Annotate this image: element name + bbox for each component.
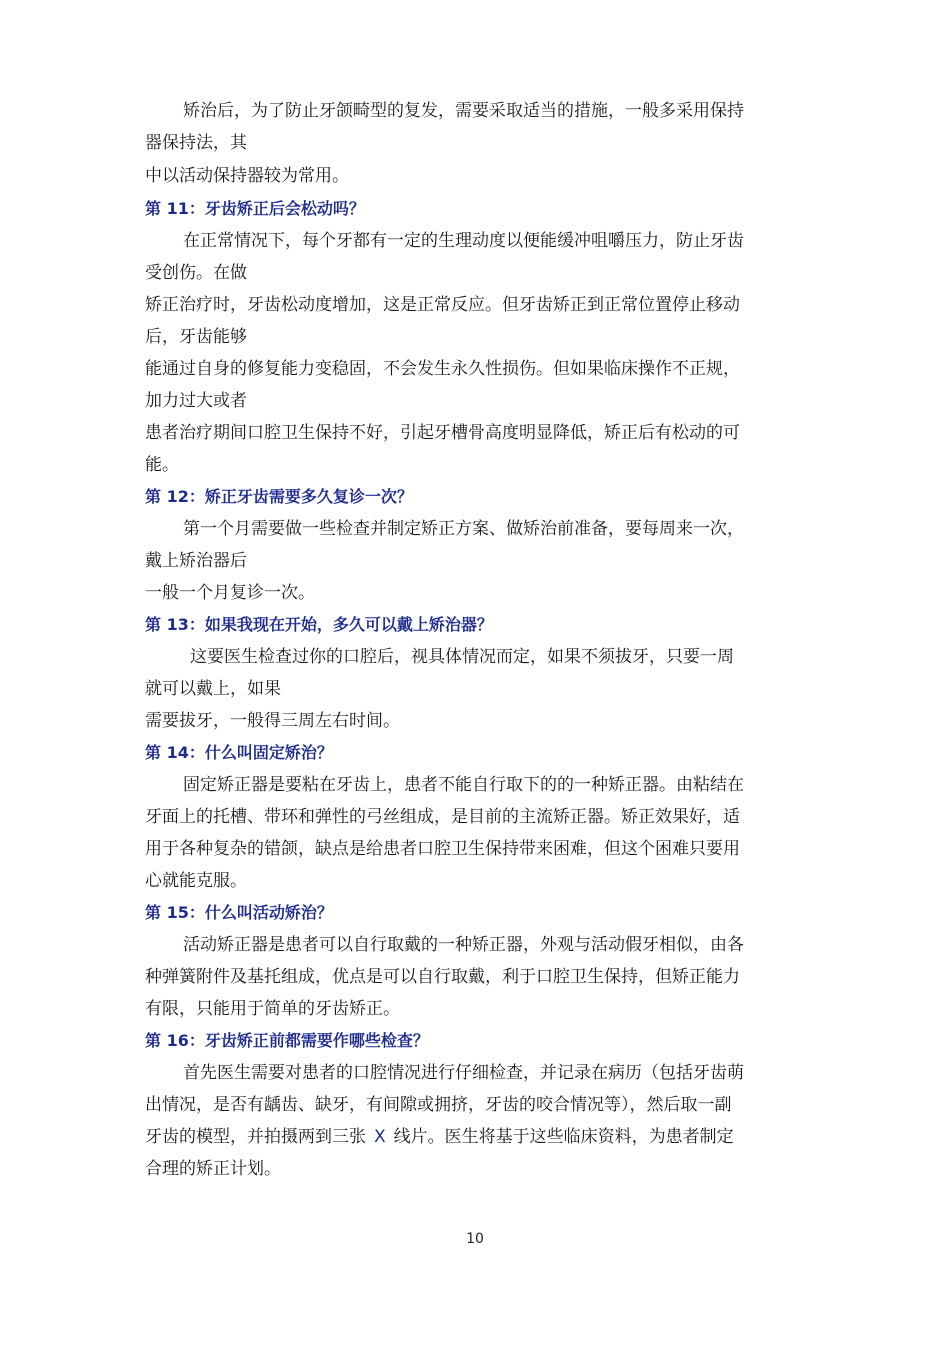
x-ray-letter: X <box>374 1127 386 1147</box>
q16-line-4: 合理的矫正计划。 <box>145 1159 281 1179</box>
q16-heading: 第 16：牙齿矫正前都需要作哪些检查？ <box>145 1031 429 1050</box>
q14-line-4: 心就能克服。 <box>145 871 247 891</box>
q12-heading: 第 12：矫正牙齿需要多久复诊一次？ <box>145 487 413 506</box>
q11-heading: 第 11：牙齿矫正后会松动吗？ <box>145 199 365 218</box>
q16-line-2: 出情况，是否有龋齿、缺牙，有间隙或拥挤，牙齿的咬合情况等），然后取一副 <box>145 1095 732 1115</box>
q12-line-1: 第一个月需要做一些检查并制定矫正方案、做矫治前准备，要每周来一次， <box>183 519 744 539</box>
q11-line-6: 加力过大或者 <box>145 391 247 411</box>
q15-line-3: 有限，只能用于简单的牙齿矫正。 <box>145 999 400 1019</box>
q14-heading: 第 14：什么叫固定矫治？ <box>145 743 333 762</box>
intro-line-3: 中以活动保持器较为常用。 <box>145 166 349 186</box>
q12-line-3: 一般一个月复诊一次。 <box>145 583 315 603</box>
page-number: 10 <box>466 1231 484 1247</box>
q15-line-1: 活动矫正器是患者可以自行取戴的一种矫正器，外观与活动假牙相似，由各 <box>183 935 744 955</box>
q13-line-3: 需要拔牙，一般得三周左右时间。 <box>145 711 400 731</box>
q16-line-3 <box>145 1126 825 1148</box>
q11-line-3: 矫正治疗时，牙齿松动度增加，这是正常反应。但牙齿矫正到正常位置停止移动 <box>145 295 740 315</box>
q11-line-5: 能通过自身的修复能力变稳固，不会发生永久性损伤。但如果临床操作不正规， <box>145 359 740 379</box>
q14-line-3: 用于各种复杂的错颌，缺点是给患者口腔卫生保持带来困难，但这个困难只要用 <box>145 839 740 859</box>
q11-line-8: 能。 <box>145 455 179 475</box>
q16-line-3-part-b: 线片。医生将基于这些临床资料，为患者制定 <box>393 1127 734 1147</box>
q14-line-1: 固定矫正器是要粘在牙齿上，患者不能自行取下的的一种矫正器。由粘结在 <box>183 775 744 795</box>
q12-line-2: 戴上矫治器后 <box>145 551 247 571</box>
q16-line-3-part-a: 牙齿的模型，并拍摄两到三张 <box>145 1127 366 1147</box>
q11-line-2: 受创伤。在做 <box>145 263 247 283</box>
q15-line-2: 种弹簧附件及基托组成，优点是可以自行取戴，利于口腔卫生保持，但矫正能力 <box>145 967 740 987</box>
q11-line-7: 患者治疗期间口腔卫生保持不好，引起牙槽骨高度明显降低，矫正后有松动的可 <box>145 423 740 443</box>
q13-line-1: 这要医生检查过你的口腔后，视具体情况而定，如果不须拔牙，只要一周 <box>190 647 734 667</box>
q11-line-1: 在正常情况下，每个牙都有一定的生理动度以便能缓冲咀嚼压力，防止牙齿 <box>183 231 744 251</box>
q15-heading: 第 15：什么叫活动矫治？ <box>145 903 333 922</box>
q13-line-2: 就可以戴上，如果 <box>145 679 281 699</box>
q14-line-2: 牙面上的托槽、带环和弹性的弓丝组成，是目前的主流矫正器。矫正效果好，适 <box>145 807 740 827</box>
q13-heading: 第 13：如果我现在开始，多久可以戴上矫治器？ <box>145 615 493 634</box>
intro-line-2: 器保持法，其 <box>145 133 247 153</box>
q16-line-1: 首先医生需要对患者的口腔情况进行仔细检查，并记录在病历（包括牙齿萌 <box>183 1063 744 1083</box>
intro-line-1: 矫治后，为了防止牙颌畸型的复发，需要采取适当的措施，一般多采用保持 <box>183 101 744 121</box>
q11-line-4: 后，牙齿能够 <box>145 327 247 347</box>
